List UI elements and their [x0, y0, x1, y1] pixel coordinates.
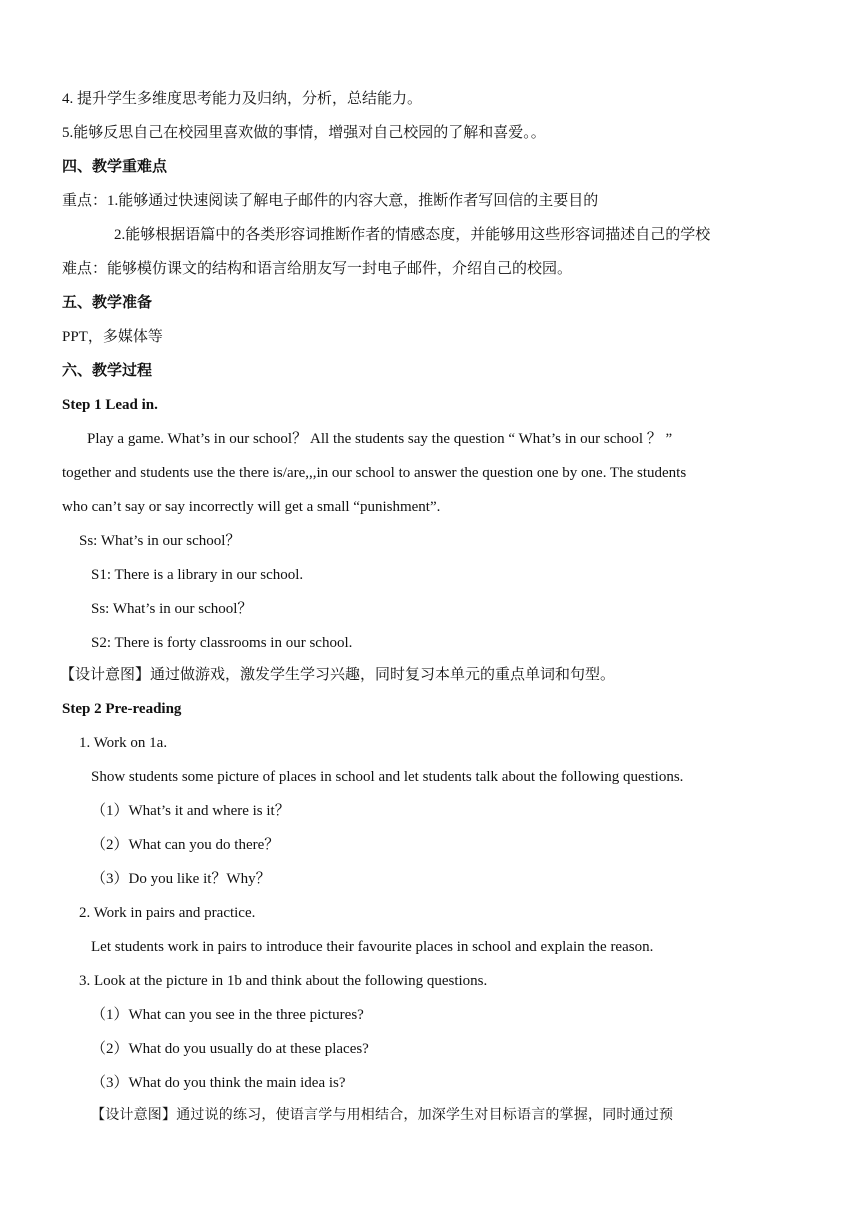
work-item-3-q2: （2）What do you usually do at these places? [91, 1041, 369, 1057]
dialogue-line-3: Ss: What’s in our school？ [91, 601, 253, 617]
preparation-text: PPT，多媒体等 [62, 329, 163, 345]
objective-4: 4. 提升学生多维度思考能力及归纳，分析，总结能力。 [62, 91, 423, 107]
work-item-2-desc: Let students work in pairs to introduce their favourite places in school and explain the reason. [91, 939, 654, 955]
dialogue-line-4: S2: There is forty classrooms in our school. [91, 635, 353, 651]
difficulty-point: 难点：能够模仿课文的结构和语言给朋友写一封电子邮件，介绍自己的校园。 [62, 261, 573, 277]
design-intent-2: 【设计意图】通过说的练习，使语言学与用相结合，加深学生对目标语言的掌握，同时通过预 [91, 1107, 674, 1123]
work-item-3-q3: （3）What do you think the main idea is? [91, 1075, 346, 1091]
step1-heading: Step 1 Lead in. [62, 397, 158, 413]
objective-5: 5.能够反思自己在校园里喜欢做的事情，增强对自己校园的了解和喜爱。。 [62, 125, 546, 141]
section-heading-process: 六、教学过程 [62, 363, 153, 379]
step1-paragraph-line-3: who can’t say or say incorrectly will get a small “punishment”. [62, 499, 441, 515]
step1-paragraph-line-2: together and students use the there is/are,,,in our school to answer the question one by one. The students [62, 465, 687, 481]
key-point-2: 2.能够根据语篇中的各类形容词推断作者的情感态度，并能够用这些形容词描述自己的学校 [114, 227, 711, 243]
work-item-2: 2. Work in pairs and practice. [79, 905, 256, 921]
work-item-1-desc: Show students some picture of places in school and let students talk about the following questions. [91, 769, 684, 785]
step1-paragraph-line-1: Play a game. What’s in our school？ All the students say the question “ What’s in our school ？ ” [87, 431, 673, 447]
work-item-1: 1. Work on 1a. [79, 735, 168, 751]
step2-heading: Step 2 Pre-reading [62, 701, 182, 717]
work-item-1-q2: （2）What can you do there？ [91, 837, 280, 853]
work-item-1-q3: （3）Do you like it？Why？ [91, 871, 271, 887]
section-heading-preparation: 五、教学准备 [62, 295, 153, 311]
work-item-3-q1: （1）What can you see in the three pictures? [91, 1007, 364, 1023]
work-item-1-q1: （1）What’s it and where is it？ [91, 803, 290, 819]
work-item-3: 3. Look at the picture in 1b and think about the following questions. [79, 973, 488, 989]
design-intent-1: 【设计意图】通过做游戏，激发学生学习兴趣，同时复习本单元的重点单词和句型。 [60, 667, 616, 683]
key-point-1: 重点：1.能够通过快速阅读了解电子邮件的内容大意，推断作者写回信的主要目的 [62, 193, 599, 209]
dialogue-line-2: S1: There is a library in our school. [91, 567, 304, 583]
section-heading-key-points: 四、教学重难点 [62, 159, 168, 175]
dialogue-line-1: Ss: What’s in our school？ [79, 533, 241, 549]
